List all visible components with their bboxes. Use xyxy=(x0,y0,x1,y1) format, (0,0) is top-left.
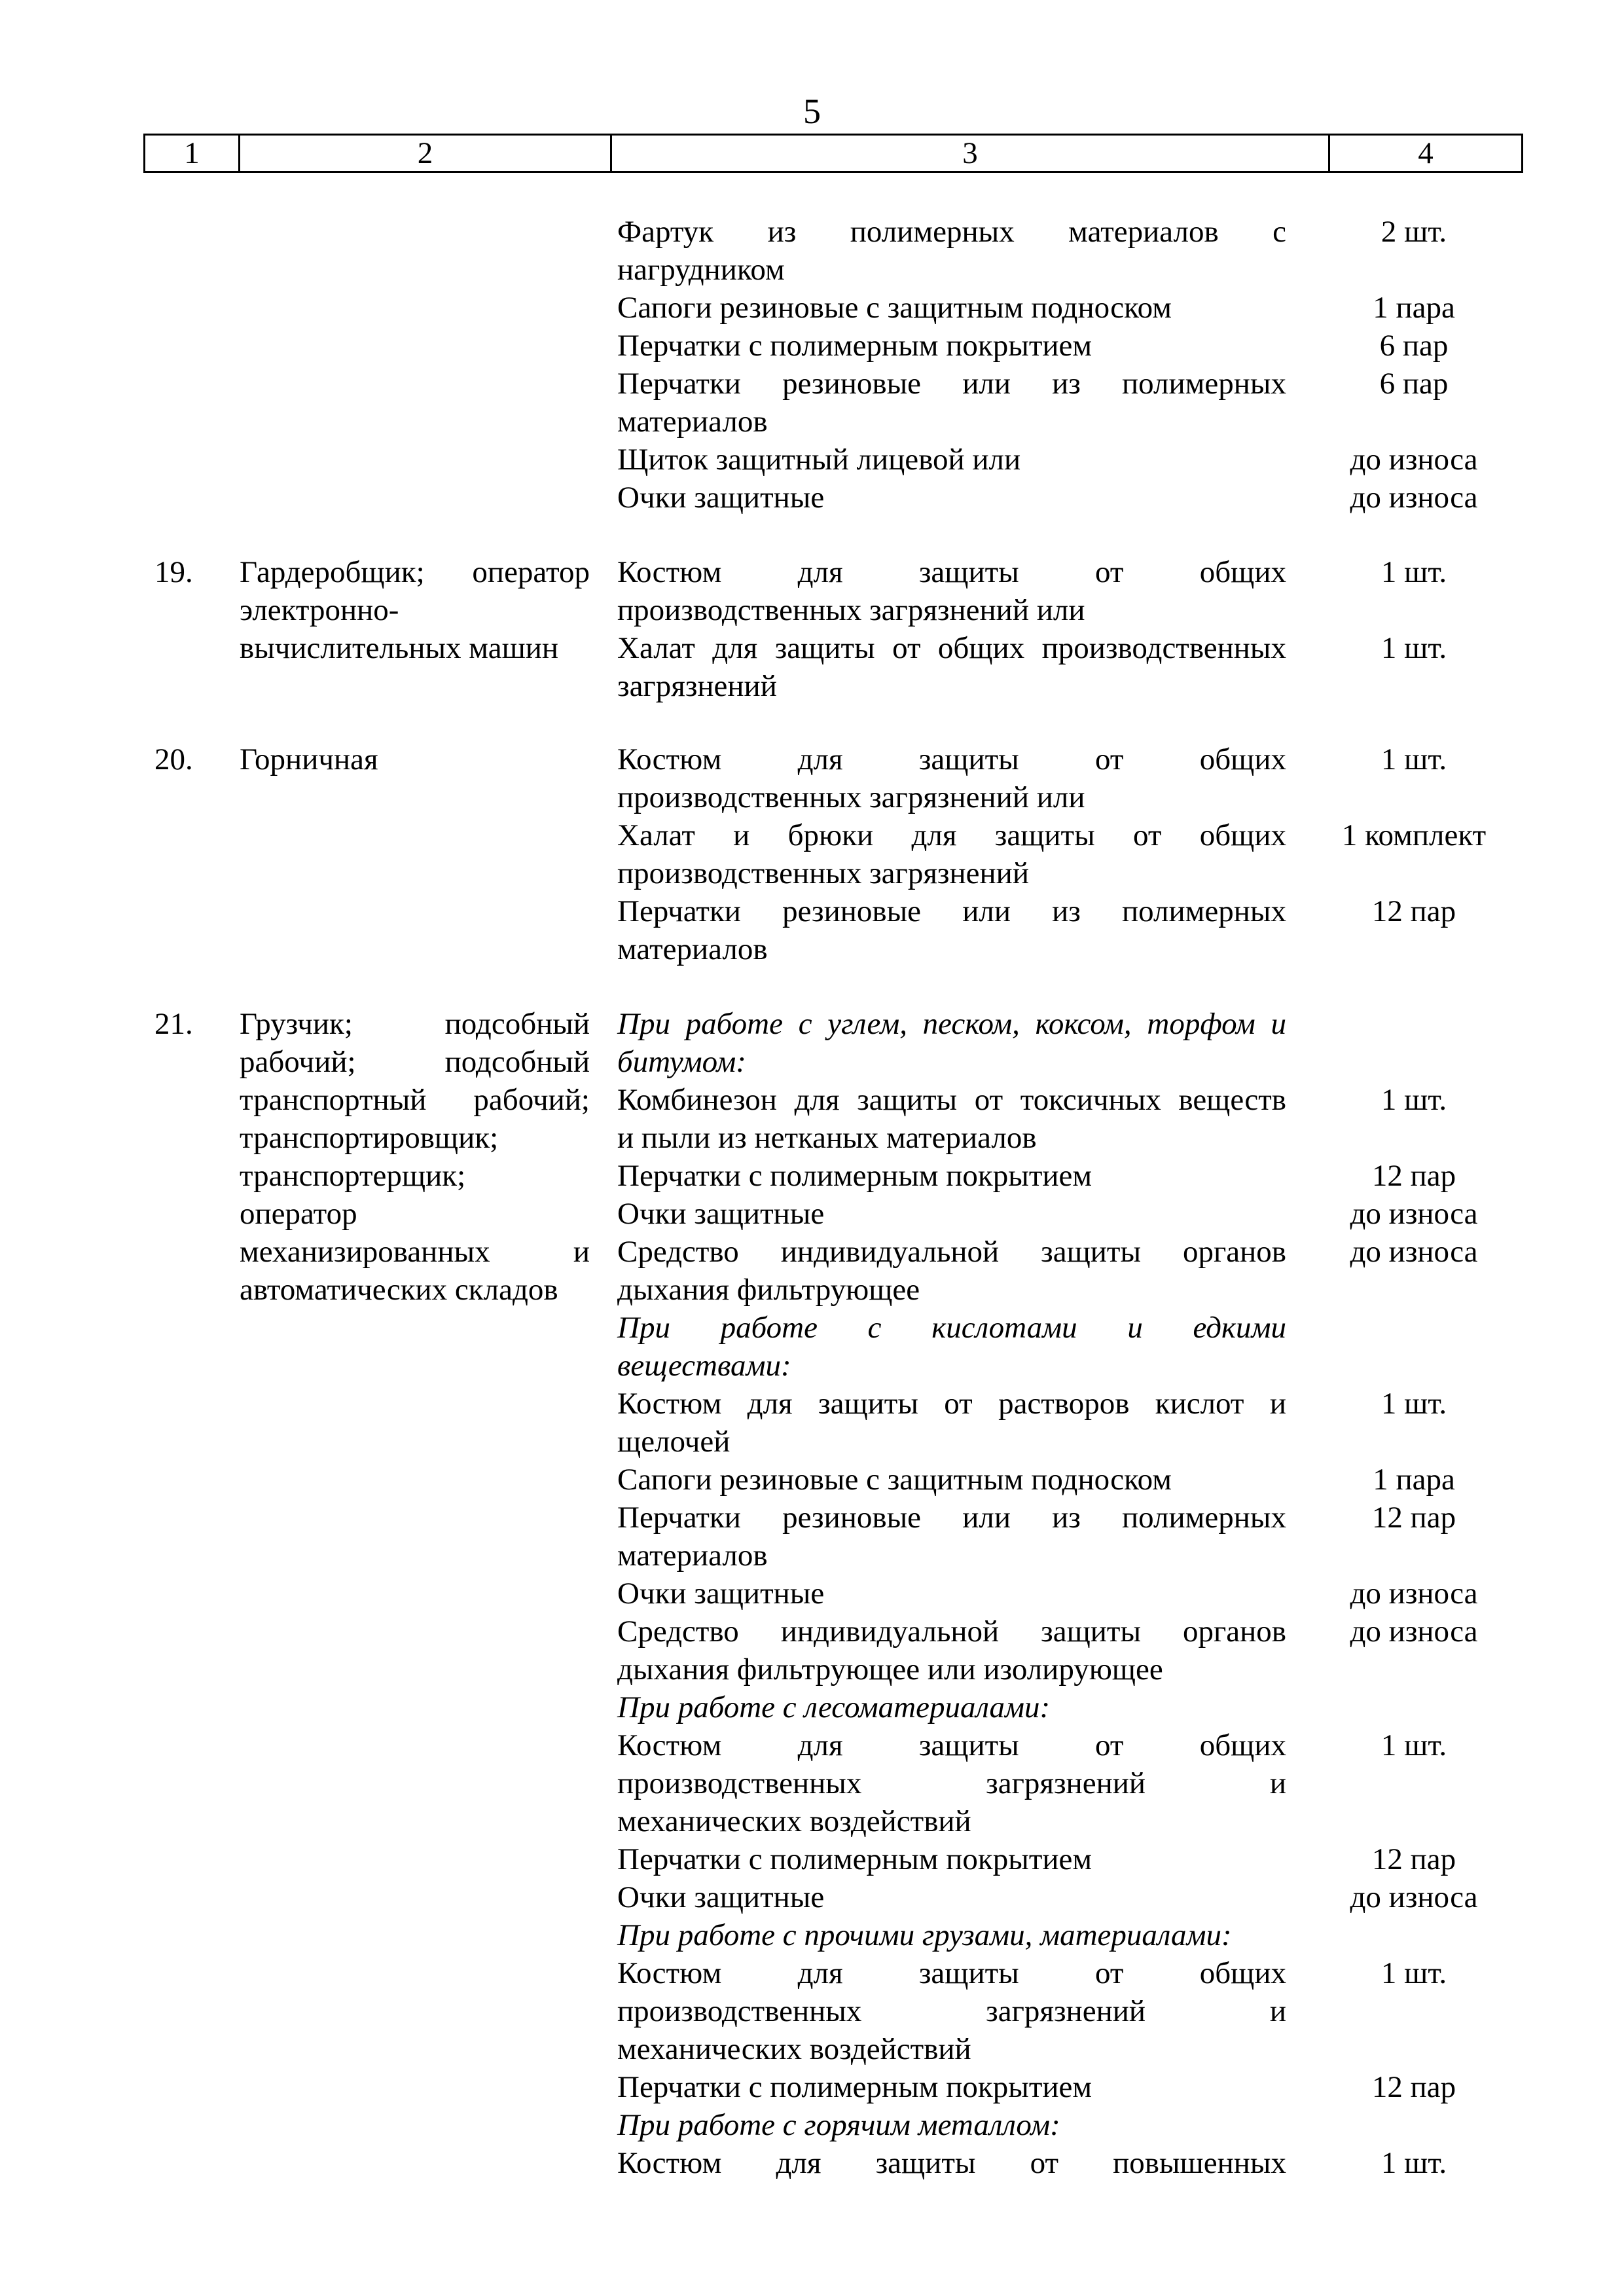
item-text-line: производственных загрязнений или xyxy=(617,593,1085,627)
profession-line: Грузчик; подсобный xyxy=(240,1007,590,1041)
item-quantity: 12 пар xyxy=(1371,894,1456,928)
condition-heading: При работе с углем, песком, коксом, торфом и xyxy=(617,1007,1286,1041)
column-header-3: 3 xyxy=(612,136,1330,171)
item-text-line: Костюм для защиты от растворов кислот и xyxy=(617,1387,1286,1421)
item-text-line: производственных загрязнений и xyxy=(617,1766,1286,1800)
item-text-line: Халат для защиты от общих производственных xyxy=(617,631,1286,665)
profession-line: транспортировщик; xyxy=(240,1121,499,1155)
item-quantity: 6 пар xyxy=(1379,367,1449,401)
item-text-line: Костюм для защиты от общих xyxy=(617,555,1286,589)
item-text-line: Очки защитные xyxy=(617,1576,825,1611)
item-quantity: до износа xyxy=(1350,1614,1478,1649)
item-quantity: 1 пара xyxy=(1373,291,1455,325)
condition-heading: веществами: xyxy=(617,1349,791,1383)
column-header-4: 4 xyxy=(1418,136,1434,170)
condition-heading: При работе с лесоматериалами: xyxy=(617,1690,1051,1724)
item-text-line: Средство индивидуальной защиты органов xyxy=(617,1235,1286,1269)
item-text-line: Щиток защитный лицевой или xyxy=(617,443,1021,477)
item-text-line: производственных загрязнений xyxy=(617,856,1029,890)
entry-number: 21. xyxy=(154,1007,193,1041)
item-text-line: загрязнений xyxy=(617,669,777,703)
item-text-line: производственных загрязнений и xyxy=(617,1994,1286,2028)
item-quantity: до износа xyxy=(1350,1235,1478,1269)
profession-line: Горничная xyxy=(240,742,378,776)
item-quantity: 1 шт. xyxy=(1380,631,1447,665)
item-quantity: 12 пар xyxy=(1371,1842,1456,1876)
entry-number: 20. xyxy=(154,742,193,776)
profession-line: оператор xyxy=(240,1197,357,1231)
item-quantity: 2 шт. xyxy=(1380,215,1447,249)
item-text-line: дыхания фильтрующее или изолирующее xyxy=(617,1652,1163,1686)
page-number: 5 xyxy=(803,92,821,131)
condition-heading: При работе с горячим металлом: xyxy=(617,2108,1060,2142)
item-text-line: Очки защитные xyxy=(617,1880,825,1914)
item-quantity: 1 шт. xyxy=(1380,555,1447,589)
item-quantity: 1 шт. xyxy=(1380,1083,1447,1117)
profession-line: автоматических складов xyxy=(240,1273,558,1307)
item-text-line: производственных загрязнений или xyxy=(617,780,1085,814)
item-quantity: 1 шт. xyxy=(1380,1387,1447,1421)
item-quantity: 1 комплект xyxy=(1341,818,1487,852)
item-text-line: механических воздействий xyxy=(617,1804,971,1838)
item-text-line: и пыли из нетканых материалов xyxy=(617,1121,1037,1155)
item-quantity: до износа xyxy=(1350,443,1478,477)
item-text-line: Костюм для защиты от общих xyxy=(617,1728,1286,1762)
item-text-line: материалов xyxy=(617,932,768,966)
item-text-line: Очки защитные xyxy=(617,1197,825,1231)
item-text-line: Халат и брюки для защиты от общих xyxy=(617,818,1286,852)
item-text-line: Сапоги резиновые с защитным подноском xyxy=(617,1463,1172,1497)
item-text-line: Комбинезон для защиты от токсичных веществ xyxy=(617,1083,1286,1117)
item-text-line: материалов xyxy=(617,405,768,439)
item-quantity: до износа xyxy=(1350,481,1478,515)
item-quantity: 1 шт. xyxy=(1380,1728,1447,1762)
item-text-line: Перчатки с полимерным покрытием xyxy=(617,2070,1092,2104)
entry-number: 19. xyxy=(154,555,193,589)
condition-heading: При работе с кислотами и едкими xyxy=(617,1311,1286,1345)
item-text-line: Перчатки резиновые или из полимерных xyxy=(617,367,1286,401)
item-text-line: Очки защитные xyxy=(617,481,825,515)
item-text-line: механических воздействий xyxy=(617,2032,971,2066)
item-text-line: материалов xyxy=(617,1539,768,1573)
item-text-line: Костюм для защиты от повышенных xyxy=(617,2146,1286,2180)
item-quantity: до износа xyxy=(1350,1197,1478,1231)
item-quantity: 6 пар xyxy=(1379,329,1449,363)
column-header-1: 1 xyxy=(145,136,240,171)
item-text-line: Перчатки резиновые или из полимерных xyxy=(617,1501,1286,1535)
item-quantity: до износа xyxy=(1350,1576,1478,1611)
item-text-line: щелочей xyxy=(617,1425,731,1459)
item-text-line: Перчатки с полимерным покрытием xyxy=(617,329,1092,363)
item-text-line: дыхания фильтрующее xyxy=(617,1273,920,1307)
item-text-line: Костюм для защиты от общих xyxy=(617,1956,1286,1990)
profession-line: механизированных и xyxy=(240,1235,590,1269)
condition-heading: битумом: xyxy=(617,1045,746,1079)
item-text-line: Костюм для защиты от общих xyxy=(617,742,1286,776)
item-text-line: Фартук из полимерных материалов с xyxy=(617,215,1286,249)
item-quantity: 1 пара xyxy=(1373,1463,1455,1497)
item-text-line: Средство индивидуальной защиты органов xyxy=(617,1614,1286,1649)
item-quantity: 1 шт. xyxy=(1380,1956,1447,1990)
item-quantity: 12 пар xyxy=(1371,1501,1456,1535)
item-text-line: Перчатки с полимерным покрытием xyxy=(617,1842,1092,1876)
profession-line: электронно- xyxy=(240,593,399,627)
item-text-line: Перчатки резиновые или из полимерных xyxy=(617,894,1286,928)
item-quantity: 12 пар xyxy=(1371,1159,1456,1193)
item-text-line: Перчатки с полимерным покрытием xyxy=(617,1159,1092,1193)
profession-line: рабочий; подсобный xyxy=(240,1045,590,1079)
column-header-2: 2 xyxy=(240,136,612,171)
item-text-line: Сапоги резиновые с защитным подноском xyxy=(617,291,1172,325)
profession-line: транспортный рабочий; xyxy=(240,1083,590,1117)
item-quantity: 12 пар xyxy=(1371,2070,1456,2104)
item-quantity: 1 шт. xyxy=(1380,2146,1447,2180)
condition-heading: При работе с прочими грузами, материалами: xyxy=(617,1918,1232,1952)
item-quantity: до износа xyxy=(1350,1880,1478,1914)
profession-line: Гардеробщик; оператор xyxy=(240,555,590,589)
item-text-line: нагрудником xyxy=(617,253,785,287)
item-quantity: 1 шт. xyxy=(1380,742,1447,776)
profession-line: вычислительных машин xyxy=(240,631,559,665)
profession-line: транспортерщик; xyxy=(240,1159,466,1193)
